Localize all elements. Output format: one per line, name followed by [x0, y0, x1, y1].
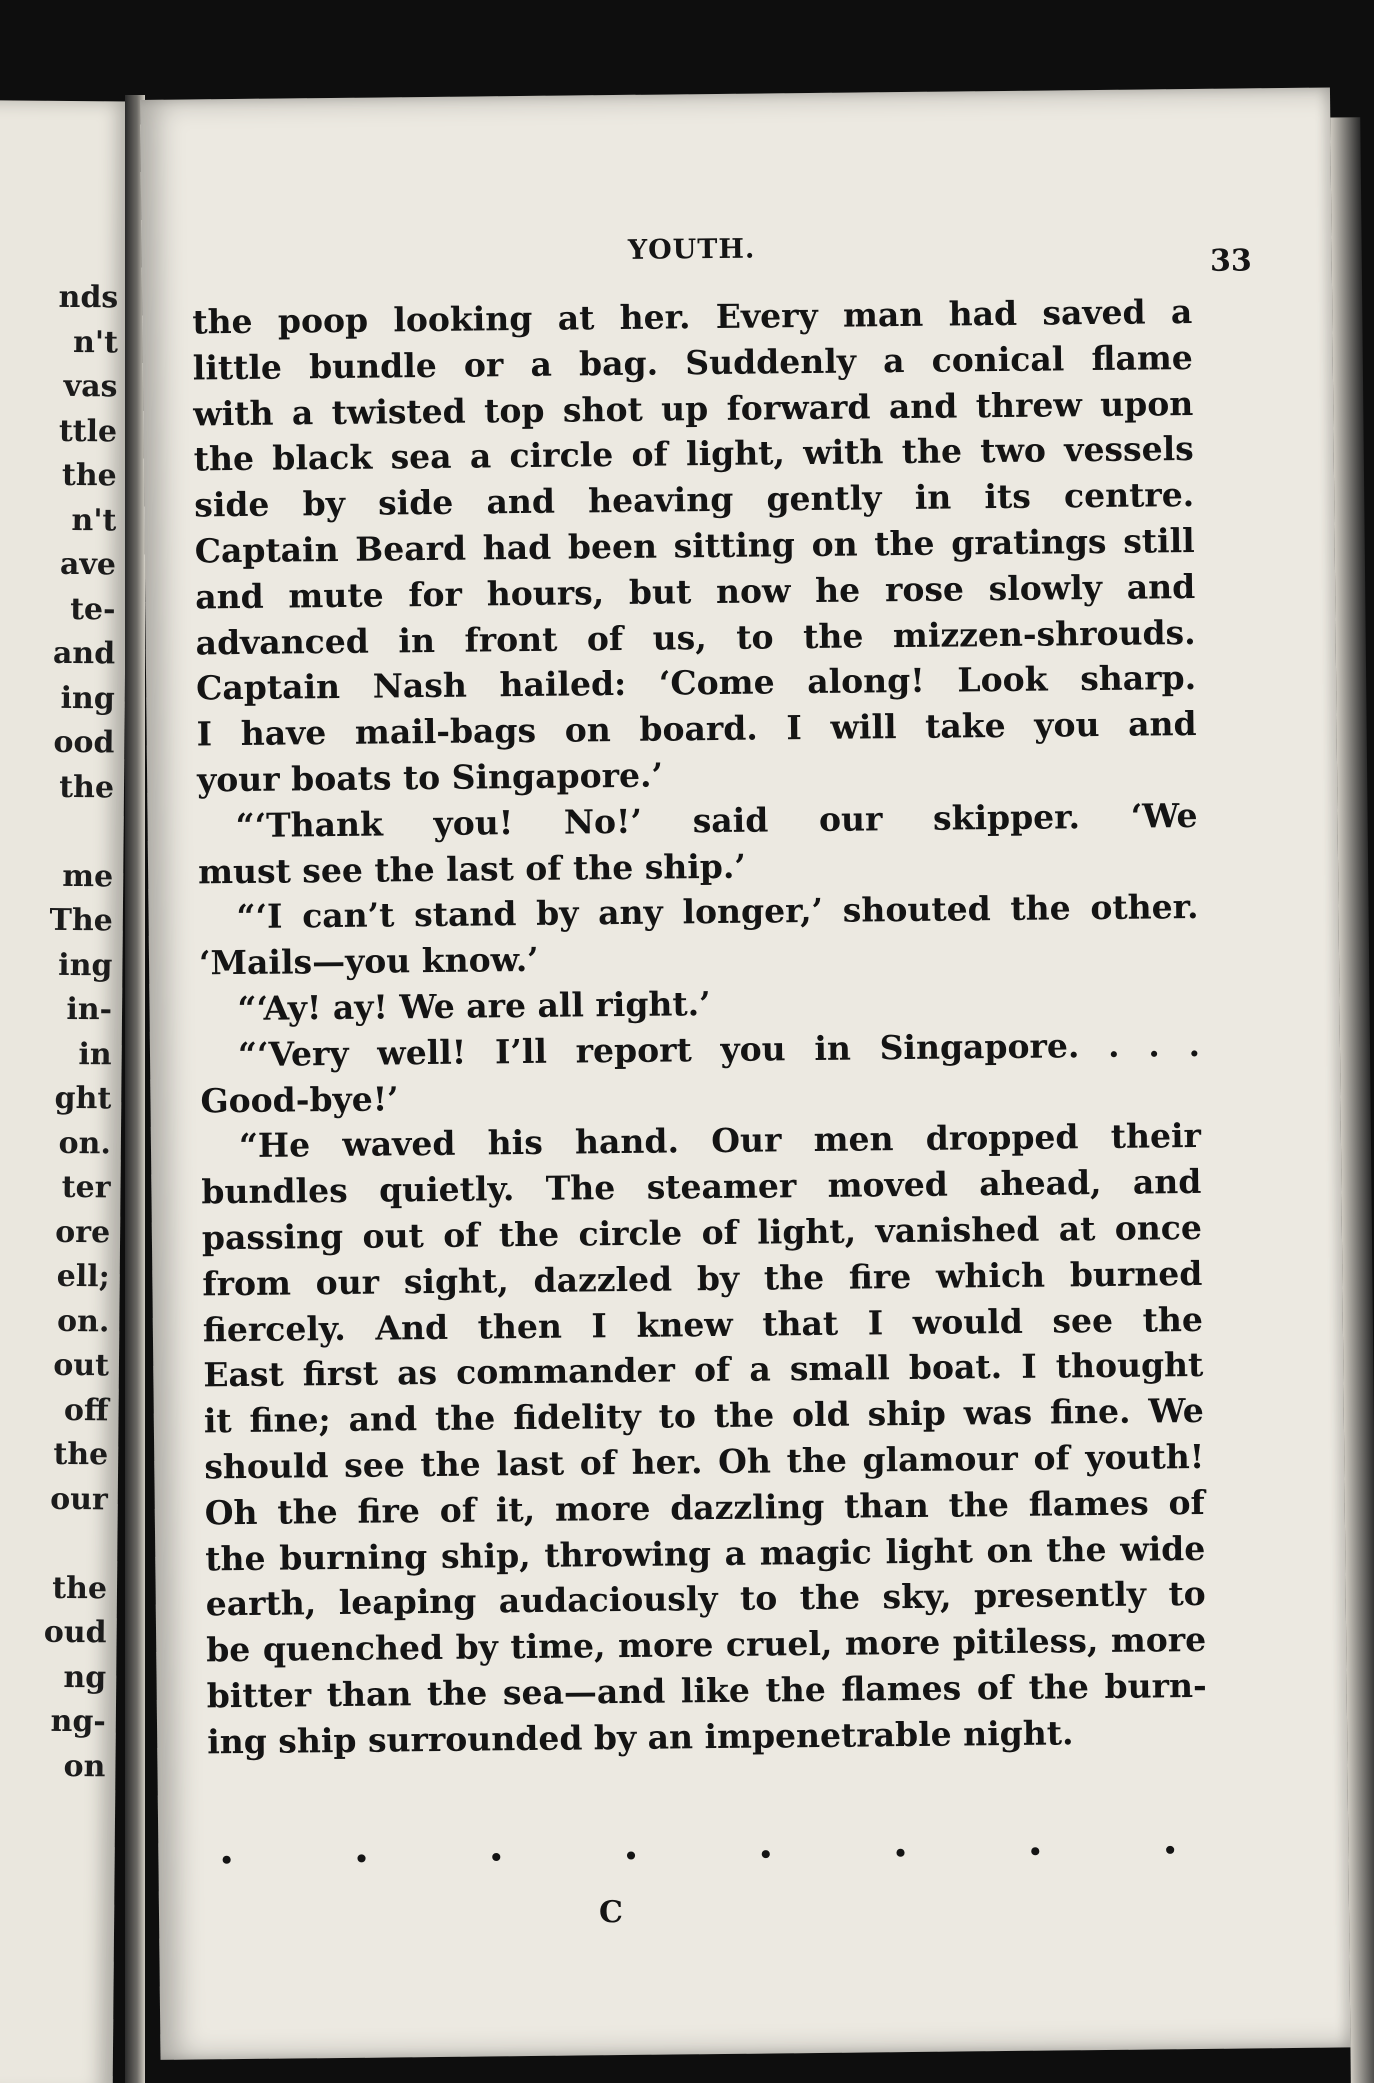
text-line: from our sight, dazzled by the fire which burned [202, 1253, 1203, 1304]
book-gutter [125, 95, 145, 2083]
text-line: be quenched by time, more cruel, more pitiless, more [206, 1620, 1207, 1670]
left-page-fragment: the [61, 457, 117, 494]
text-line: it fine; and the fidelity to the old ship was fine. We [203, 1391, 1204, 1441]
left-page-fragment: vas [63, 368, 118, 405]
left-page-fragment: on. [58, 1125, 112, 1161]
left-page-fragment: nds [58, 279, 119, 316]
text-line: fiercely. And then I knew that I would see the [202, 1299, 1204, 1349]
text-line: the black sea a circle of light, with the two vessels [193, 429, 1194, 479]
left-page-fragment: ing [60, 680, 115, 716]
text-line: passing out of the circle of light, vanished at once [201, 1207, 1203, 1258]
page-number: 33 [1209, 243, 1252, 279]
left-page-fragment: the [59, 769, 115, 805]
text-line: the burning ship, throwing a magic light on the wide [205, 1528, 1206, 1578]
text-line: little bundle or a bag. Suddenly a conical flame [192, 337, 1193, 388]
left-page-fragment: ght [54, 1080, 112, 1117]
section-break-dot: • [1026, 1835, 1044, 1869]
text-line: Good-bye!’ [200, 1078, 399, 1120]
left-page-fragment: off [63, 1392, 109, 1428]
section-break-dot: • [1161, 1834, 1179, 1868]
left-page-fragment: in [78, 1036, 112, 1072]
signature-mark: C [598, 1895, 624, 1931]
text-line: the poop looking at her. Every man had saved a [192, 291, 1193, 342]
text-line: your boats to Singapore.’ [196, 755, 664, 800]
left-page-fragment: The [49, 902, 113, 939]
text-line: “He waved his hand. Our men dropped their [238, 1116, 1202, 1166]
left-page-fragment: out [53, 1347, 110, 1384]
text-line: Captain Nash hailed: ‘Come along! Look sharp. [195, 658, 1197, 708]
text-line: “‘Thank you! No!’ said our skipper. ‘We [235, 795, 1198, 845]
text-line: ing ship surrounded by an impenetrable night. [206, 1713, 1074, 1762]
text-line: side by side and heaving gently in its centre. [194, 475, 1195, 525]
text-line: advanced in front of us, to the mizzen-shrouds. [195, 612, 1196, 663]
left-page-fragment: ng- [50, 1703, 107, 1740]
body-text [192, 289, 1207, 1765]
text-line: ‘Mails—you know.’ [198, 940, 539, 983]
section-break [218, 1834, 1178, 1877]
text-line: Oh the fire of it, more dazzling than the flames of [204, 1482, 1205, 1533]
left-page-fragment: ter [61, 1169, 111, 1206]
left-page-fragment: n't [71, 502, 117, 538]
text-line: East first as commander of a small boat. I thought [203, 1345, 1204, 1395]
left-page-fragment: n't [72, 324, 119, 360]
text-line: earth, leaping audaciously to the sky, presently to [205, 1574, 1206, 1624]
left-page-fragment: the [53, 1436, 109, 1473]
text-line: bundles quietly. The steamer moved ahead, and [201, 1162, 1202, 1212]
running-head: YOUTH. [627, 233, 756, 266]
left-page-fragment [50, 810, 114, 855]
left-page-fragment: ood [53, 724, 115, 761]
left-page-fragment: the [52, 1570, 108, 1606]
left-page-fragment: ore [55, 1214, 111, 1250]
left-page-fragment: our [50, 1481, 108, 1517]
section-break-dot: • [622, 1839, 640, 1874]
right-page [140, 88, 1350, 2060]
left-page-text-fragments [42, 276, 118, 1789]
left-page-fragment: in- [66, 991, 113, 1028]
section-break-dot: • [487, 1841, 505, 1875]
text-line: “‘I can’t stand by any longer,’ shouted the other. [236, 887, 1199, 937]
text-line: “‘Ay! ay! We are all right.’ [237, 984, 711, 1028]
left-page-fragment: ell; [56, 1258, 110, 1295]
left-page-fragment: on [63, 1748, 106, 1784]
text-line: I have mail-bags on board. I will take you and [196, 704, 1197, 754]
text-line: with a twisted top shot up forward and threw upon [193, 383, 1194, 434]
section-break-dot: • [218, 1844, 236, 1878]
left-page-fragment: me [62, 858, 114, 894]
text-line: should see the last of her. Oh the glamour of youth! [204, 1436, 1205, 1487]
left-page-fragment: te- [70, 591, 116, 627]
left-page-fragment: ttle [58, 413, 118, 449]
left-page-fragment: and [52, 635, 116, 672]
text-line: “‘Very well! I’ll report you in Singapore. . . . [237, 1024, 1201, 1074]
text-line: must see the last of the ship.’ [197, 846, 747, 891]
left-page-fragment: ave [59, 546, 117, 583]
left-page-fragment: ng [63, 1659, 107, 1695]
section-break-dot: • [892, 1837, 909, 1871]
section-break-dot: • [353, 1842, 370, 1876]
text-line: and mute for hours, but now he rose slowly and [195, 566, 1196, 617]
left-page-fragment [44, 1522, 108, 1567]
left-page-fragment: ing [58, 947, 113, 983]
left-page-fragment: on. [56, 1303, 110, 1339]
text-line: bitter than the sea—and like the flames of the burn- [206, 1665, 1207, 1716]
left-page [0, 100, 130, 2083]
section-break-dot: • [757, 1838, 775, 1872]
page-edge [1330, 117, 1374, 2083]
text-line: Captain Beard had been sitting on the gratings still [194, 520, 1195, 571]
left-page-fragment: oud [43, 1614, 107, 1651]
